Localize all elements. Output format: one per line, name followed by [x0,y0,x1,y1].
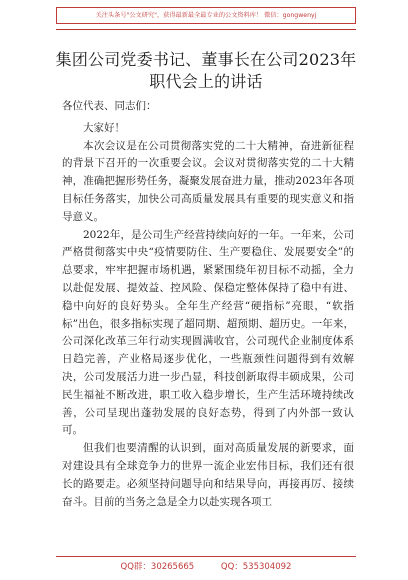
greeting: 大家好！ [83,121,125,134]
paragraph-1: 本次会议是在公司贯彻落实党的二十大精神，奋进新征程的背景下召开的一次重要会议。会议对贯彻落实党的二十大精神，准确把握形势任务，凝聚发展奋进力量，推动2023年各项目标任务落实，加快公司高质量发展具有重要的现实意义和指导意义。 [62,139,354,223]
paragraph-2: 2022年，是公司生产经营持续向好的一年。一年来，公司严格贯彻落实中央“疫情要防住、生产要稳住、发展要安全”的总要求，牢牢把握市场机遇，紧紧围绕年初目标不动摇，全力以赴促发展、提效益、控风险、保稳定整体保持了稳中有进、稳中向好的良好势头。全年生产经营“硬指标”亮眼，“软指标”出色，很多指标实现了超同期、超预期、超历史。一年来，公司深化改革三年行动实现圆满收官，公司现代企业制度体系日趋完善，产业格局逐步优化，一些瓶颈性问题得到有效解决，公司发展活力进一步凸显，科技创新取得丰硕成果，公司民生福祉不断改进，职工收入稳步增长，生产生活环境持续改善，公司呈现出蓬勃发展的良好态势，得到了内外部一致认可。 [62,228,354,437]
footer-contacts [56,560,356,574]
paragraph-3: 但我们也要清醒的认识到，面对高质量发展的新要求，面对建设具有全球竞争力的世界一流企业宏伟目标，我们还有很长的路要走。必须坚持问题导向和结果导向，再接再厉、接续奋斗。目前的当务之急是全力以赴实现各项工 [62,442,354,508]
footer-qq: QQ：535304092 [220,562,292,572]
salutation: 各位代表、同志们： [62,100,157,112]
document-body [62,98,354,511]
footer-divider [56,556,356,557]
footer-qq-group: QQ群：30265665 [120,562,195,572]
header-divider [56,29,356,30]
promo-banner: 关注头条号"公文研究"，获得最新最全最专业的公文资料库！ 微信：gongwenyj [56,7,356,24]
document-title: 集团公司党委书记、董事长在公司2023年职代会上的讲话 [55,50,357,91]
